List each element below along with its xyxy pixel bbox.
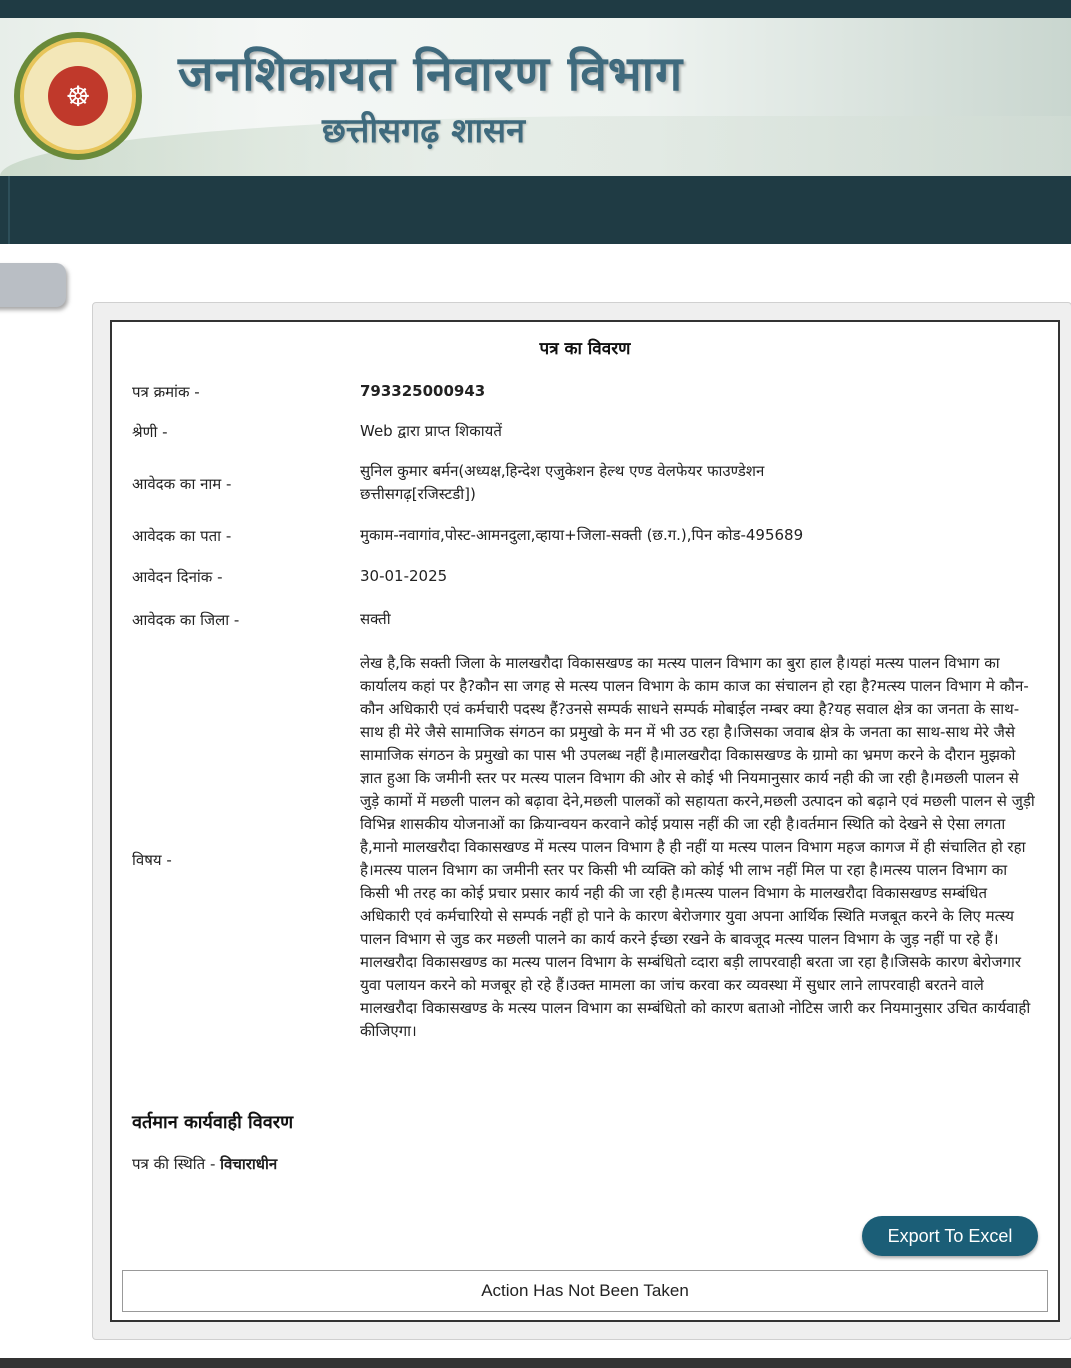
action-status-box (122, 1270, 1048, 1312)
navbar-divider (8, 176, 10, 244)
category-label: श्रेणी - (132, 423, 168, 441)
application-date-label: आवेदन दिनांक - (132, 568, 223, 586)
letter-number-value: 793325000943 (360, 382, 486, 400)
applicant-name-value: सुनिल कुमार बर्मन(अध्यक्ष,हिन्देश एजुकेशन हेल्थ एण्ड वेलफेयर फाउण्डेशन छत्तीसगढ़[रजिस्टडी]) (360, 462, 765, 503)
applicant-address-value: मुकाम-नवागांव,पोस्ट-आमनदुला,व्हाया+जिला-सक्ती (छ.ग.),पिन कोड-495689 (360, 526, 804, 544)
banner-decoration (0, 116, 1071, 176)
site-subtitle: छत्तीसगढ़ शासन (322, 111, 526, 151)
letter-status (132, 1154, 277, 1174)
subject-value: लेख है,कि सक्ती जिला के मालखरौदा विकासखण्ड का मत्स्य पालन विभाग का बुरा हाल है।यहां मत्स्य पालन विभाग का कार्यालय कहां पर है?कौन सा जगह से मत्स्य पालन विभाग के काम काज का संचालन हो रहा है?मत्स्य पालन विभाग मे कौन-कौन अधिकारी एवं कर्मचारी पदस्थ हैं?उनसे सम्पर्क साधने सम्पर्क मोबाईल नम्बर क्या है?यह सवाल क्षेत्र का जनता के साथ-साथ ही मेरे जैसे सामाजिक संगठन का प्रमुखो के मन में भी उठ रहा है।जिसका जवाब क्षेत्र के जनता का साथ-साथ मेरे जैसे सामाजिक संगठन के प्रमुखो का पास भी उपलब्ध नहीं है।मालखरौदा विकासखण्ड के ग्रामो का भ्रमण करने के दौरान मुझको ज्ञात हुआ कि जमीनी स्तर पर मत्स्य पालन विभाग की ओर से कोई भी नियमानुसार कार्य नही की जा रही है।मछली पालन से जुड़े कामों में मछली पालन को बढ़ावा देने,मछली पालकों को सहायता करने,मछली उत्पादन को बढ़ाने एवं मछली पालन से जुड़ी विभिन्न शासकीय योजनाओं का क्रियान्वयन करवाने कोई प्रयास नहीं की जा रही है।वर्तमान स्थिति को देखने से ऐसा लगता है,मानो मालखरौदा विकासखण्ड में मत्स्य पालन विभाग है ही नहीं या मत्स्य पालन विभाग महज कागज में ही संचालित हो रहा है।मत्स्य पालन विभाग का जमीनी स्तर पर किसी भी व्यक्ति को कोई भी लाभ नहीं मिल पा रहा है।मत्स्य पालन विभाग का किसी भी तरह का कोई प्रचार प्रसार कार्य नही की जा रही है।मत्स्य पालन विभाग के मालखरौदा विकासखण्ड सम्बंधित अधिकारी एवं कर्मचारियो से सम्पर्क नहीं हो पाने के कारण बेरोजगार युवा अपना आर्थिक स्थिति मजबूत करने के लिए मत्स्य पालन विभाग से जुड कर मछली पालने का कार्य करने ईच्छा रखने के बावजूद मत्स्य पालन विभाग के जुड़ नहीं पा रहे हैं।मालखरौदा विकासखण्ड का मत्स्य पालन विभाग के सम्बंधितो व्दारा बड़ी लापरवाही बरता जा रहा है।जिसके कारण बेरोजगार युवा पलायन करने को मजबूर हो रहे हैं।उक्त मामला का जांच करवा कर व्यवस्था में सुधार लाने लापरवाही बरतने वाले मालखरौदा विकासखण्ड के मत्स्य पालन विभाग का सम्बंधितो को कारण बताओ नोटिस जारी कर नियमानुसार उचित कार्यवाही कीजिएगा। (360, 654, 1035, 1040)
applicant-district-value: सक्ती (360, 610, 391, 628)
action-status-message: Action Has Not Been Taken (481, 1281, 689, 1300)
site-title: जनशिकायत निवारण विभाग (178, 46, 684, 102)
letter-details-panel (110, 320, 1060, 1322)
export-to-excel-button[interactable]: Export To Excel (862, 1216, 1038, 1256)
letter-status-label: पत्र की स्थिति - (132, 1155, 216, 1173)
subject-label: विषय - (132, 851, 172, 869)
side-tab-handle[interactable] (0, 263, 66, 307)
state-emblem-logo (14, 32, 142, 160)
emblem-ring (20, 38, 136, 154)
category-value: Web द्वारा प्राप्त शिकायतें (360, 422, 502, 440)
applicant-name-label: आवेदक का नाम - (132, 475, 232, 493)
header-banner (0, 18, 1071, 176)
letter-status-value: विचाराधीन (220, 1155, 278, 1173)
applicant-address-label: आवेदक का पता - (132, 527, 232, 545)
current-action-heading: वर्तमान कार्यवाही विवरण (132, 1112, 294, 1133)
letter-number-label: पत्र क्रमांक - (132, 383, 200, 401)
ashoka-emblem-icon: ☸ (48, 66, 108, 126)
main-navbar (0, 176, 1071, 244)
panel-title: पत्र का विवरण (539, 339, 631, 359)
bottom-bar (0, 1358, 1071, 1368)
applicant-district-label: आवेदक का जिला - (132, 611, 240, 629)
application-date-value: 30-01-2025 (360, 567, 448, 585)
top-bar (0, 0, 1071, 18)
